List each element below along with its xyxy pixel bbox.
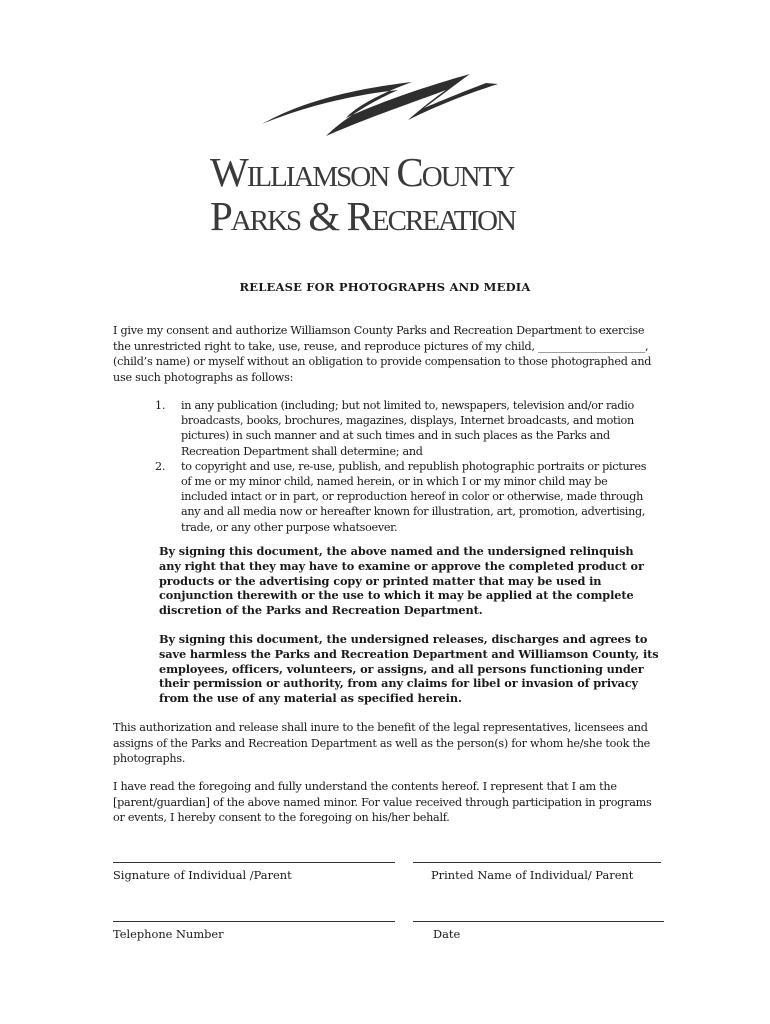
list-item	[155, 459, 655, 535]
date-label: Date	[433, 927, 461, 941]
signature-line[interactable]	[113, 862, 395, 863]
document-title: RELEASE FOR PHOTOGRAPHS AND MEDIA	[239, 280, 531, 294]
authorization-paragraph: This authorization and release shall inure to the benefit of the legal representatives, licensees and assigns of the Parks and Recreation Department as well as the person(s) for whom he/she took the photographs.	[113, 721, 651, 765]
list-item-text: in any publication (including; but not limited to, newspapers, television and/or radio broadcasts, books, brochures, magazines, displays, Internet broadcasts, and motion pictures) in such manner and at such times and in such places as the Parks and Recreation Department shall determine; and	[181, 399, 634, 458]
signature-label: Signature of Individual /Parent	[113, 868, 292, 882]
logo-text-line1: Williamson County	[210, 149, 514, 195]
printed-name-label: Printed Name of Individual/ Parent	[431, 868, 634, 882]
list-item-number: 1.	[155, 399, 166, 412]
printed-name-line[interactable]	[413, 862, 661, 863]
date-line[interactable]	[413, 921, 664, 922]
logo-text-line2: Parks & Recreation	[210, 193, 515, 239]
telephone-line[interactable]	[113, 921, 395, 922]
logo-swoosh-icon	[0, 0, 770, 150]
usage-list	[155, 398, 655, 535]
list-item-number: 2.	[155, 459, 166, 473]
relinquish-clause: By signing this document, the above named and the undersigned relinquish any right that they may have to examine or approve the completed product or products or the advertising copy or printed matter that may be used in conjunction therewith or the use to which it may be applied at the complete discretion of the Parks and Recreation Department.	[159, 544, 644, 618]
logo	[0, 0, 770, 240]
release-clause: By signing this document, the undersigned releases, discharges and agrees to save harmless the Parks and Recreation Department and Williamson County, its employees, officers, volunteers, or assigns, and all persons functioning under their permission or authority, from any claims for libel or invasion of privacy from the use of any material as specified herein.	[159, 632, 659, 706]
telephone-label: Telephone Number	[113, 927, 224, 941]
list-item-text: to copyright and use, re-use, publish, and republish photographic portraits or pictures of me or my minor child, named herein, or in which I or my minor child may be included intact or in part, or reproduction hereof in color or otherwise, made through any and all media now or hereafter known for illustration, art, promotion, advertising, trade, or any other purpose whatsoever.	[181, 459, 647, 534]
list-item	[155, 398, 655, 459]
consent-paragraph: I have read the foregoing and fully understand the contents hereof. I represent that I am the [parent/guardian] of the above named minor. For value received through participation in programs or events, I hereby consent to the foregoing on his/her behalf.	[113, 780, 652, 824]
intro-paragraph: I give my consent and authorize Williamson County Parks and Recreation Department to exercise the unrestricted right to take, use, reuse, and reproduce pictures of my child, ____________________, (child’s name) or myself without an obligation to provide compensation to those photographed and use such photographs as follows:	[113, 324, 652, 384]
